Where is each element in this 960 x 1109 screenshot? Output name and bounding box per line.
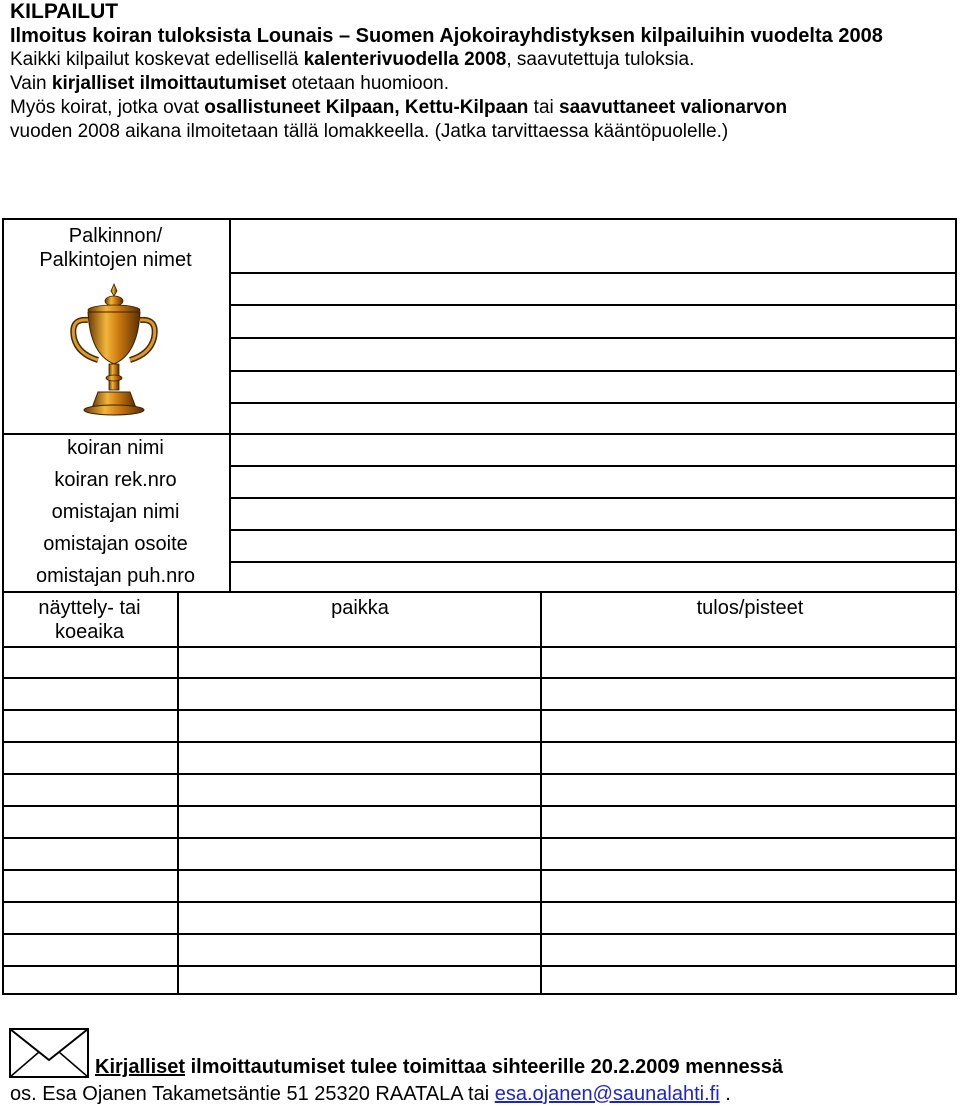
results-header-bottom <box>2 646 957 648</box>
owner-address-label: omistajan osoite <box>43 533 188 555</box>
owner-name-label: omistajan nimi <box>51 501 180 523</box>
email-link[interactable]: esa.ojanen@saunalahti.fi <box>494 1083 720 1105</box>
prize-line <box>231 304 957 306</box>
prize-label: Palkinnon/ Palkintojen nimet <box>39 225 192 271</box>
results-row-line <box>2 805 957 807</box>
prize-line <box>231 272 957 274</box>
col-date-label: näyttely- tai koeaika <box>38 597 141 643</box>
dog-reg-label: koiran rek.nro <box>54 469 177 491</box>
intro-line-1: Kaikki kilpailut koskevat edellisellä kalenterivuodella 2008, saavutettuja tuloksia. <box>10 49 695 70</box>
prize-line <box>231 370 957 372</box>
results-row-line <box>2 677 957 679</box>
results-row-line <box>2 773 957 775</box>
intro-line-4: vuoden 2008 aikana ilmoitetaan tällä lomakkeella. (Jatka tarvittaessa kääntöpuolelle.) <box>10 121 729 142</box>
envelope-icon <box>9 1028 89 1078</box>
intro-line-3: Myös koirat, jotka ovat osallistuneet Kilpaan, Kettu-Kilpaan tai saavuttaneet valionarvon <box>10 97 788 118</box>
results-row-line <box>2 965 957 967</box>
info-line <box>231 497 957 499</box>
dog-name-label: koiran nimi <box>67 437 164 459</box>
prize-line <box>231 337 957 339</box>
info-line <box>231 529 957 531</box>
results-row-line <box>2 837 957 839</box>
col-place-label: paikka <box>331 597 389 619</box>
results-row-line <box>2 709 957 711</box>
owner-phone-label: omistajan puh.nro <box>36 565 195 587</box>
intro-line-2: Vain kirjalliset ilmoittautumiset otetaan huomioon. <box>10 73 449 94</box>
trophy-icon <box>66 282 162 420</box>
info-section-bottom <box>2 591 957 593</box>
info-divider <box>229 435 231 592</box>
page-title: KILPAILUT <box>10 0 119 23</box>
results-row-line <box>2 901 957 903</box>
deadline-note: Kirjalliset ilmoittautumiset tulee toimittaa sihteerille 20.2.2009 mennessä <box>95 1056 784 1078</box>
prize-line <box>231 402 957 404</box>
info-line <box>231 561 957 563</box>
results-row-line <box>2 741 957 743</box>
info-line <box>231 465 957 467</box>
col-result-label: tulos/pisteet <box>696 597 804 619</box>
prize-section-bottom <box>2 433 957 435</box>
form-header <box>10 0 950 144</box>
contact-line: os. Esa Ojanen Takametsäntie 51 25320 RAATALA tai esa.ojanen@saunalahti.fi . <box>10 1083 731 1105</box>
results-row-line <box>2 869 957 871</box>
page-subtitle: Ilmoitus koiran tuloksista Lounais – Suomen Ajokoirayhdistyksen kilpailuihin vuodelta 2008 <box>10 25 883 47</box>
results-row-line <box>2 933 957 935</box>
